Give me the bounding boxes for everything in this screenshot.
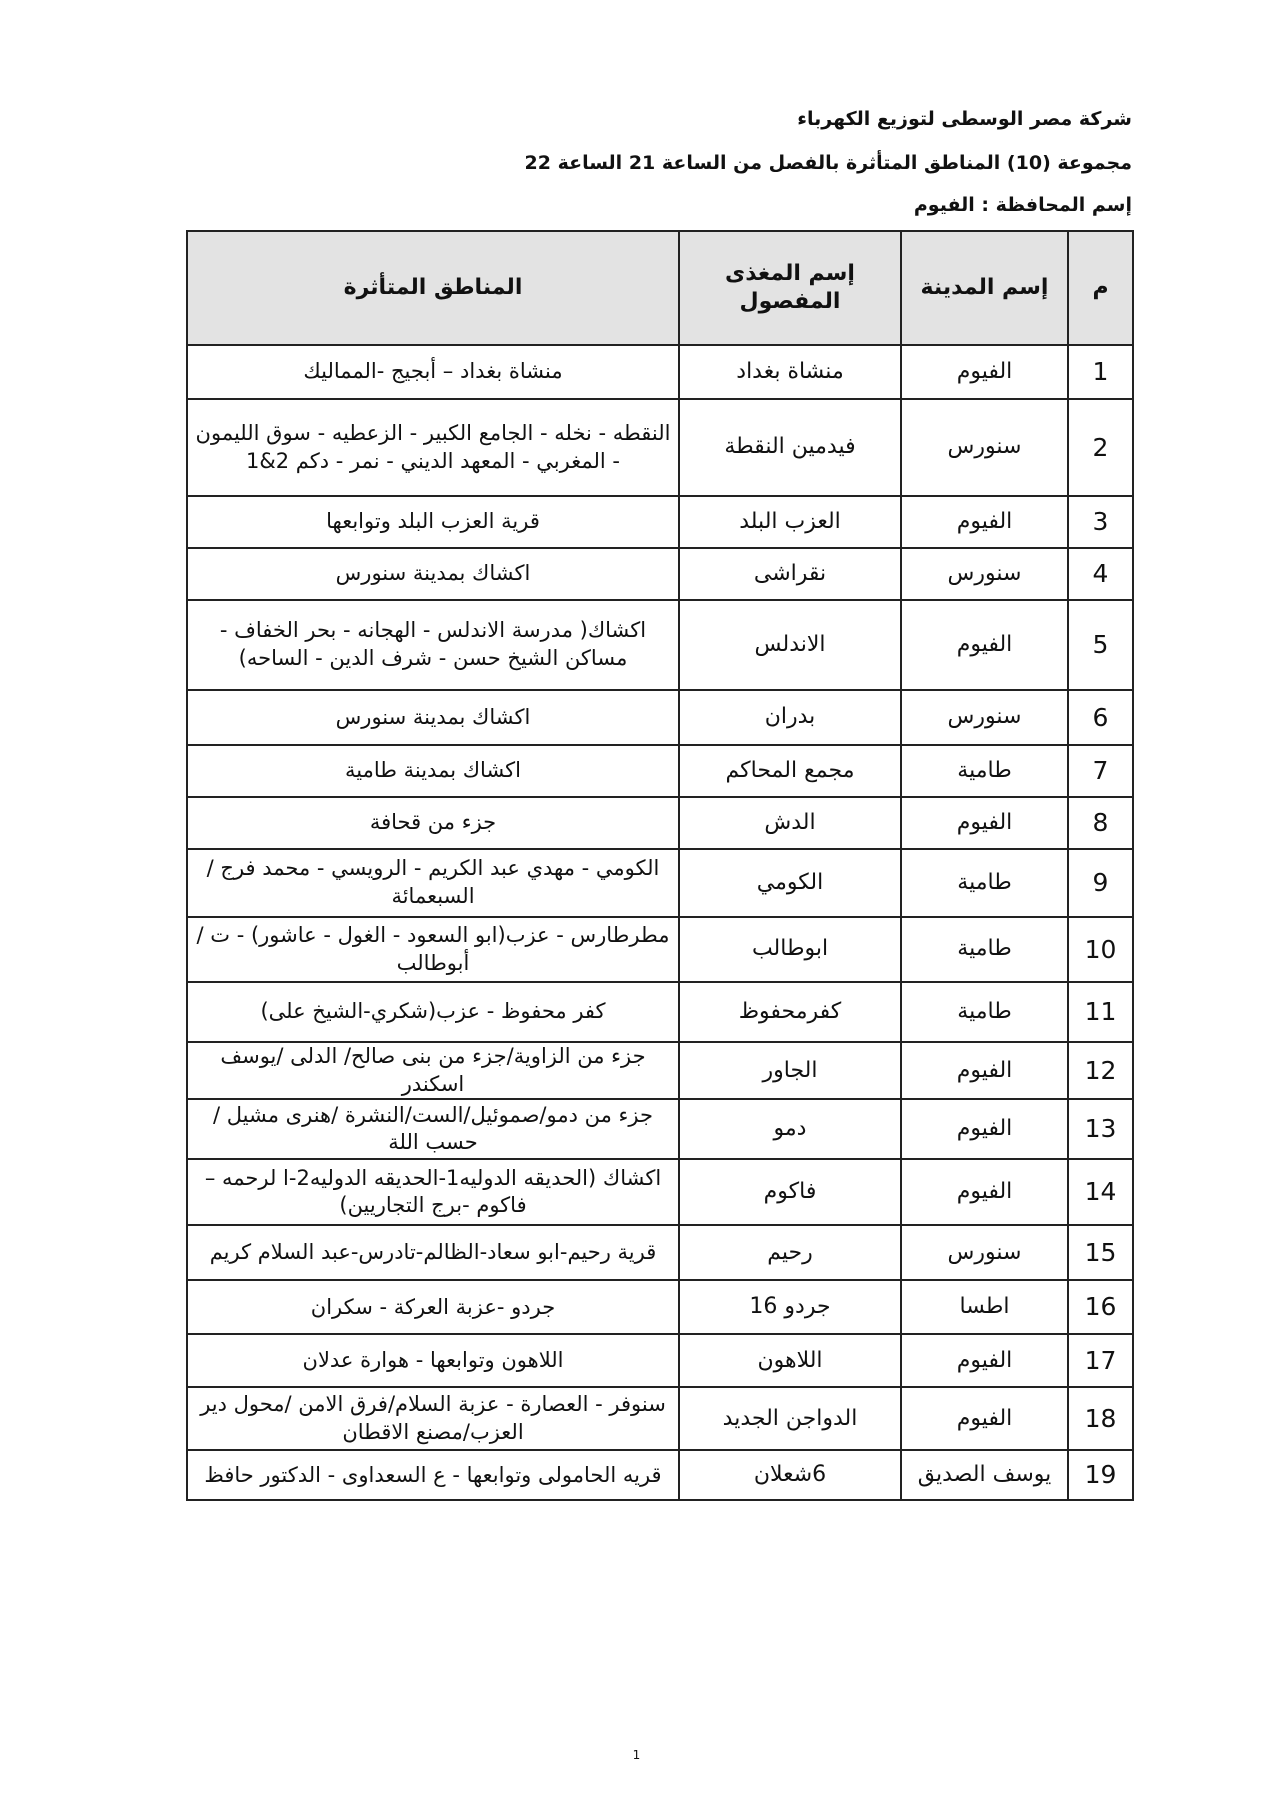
row-number: 6 [1068, 690, 1133, 745]
row-feeder: الدش [679, 797, 901, 849]
row-feeder: نقراشى [679, 548, 901, 600]
row-number: 2 [1068, 399, 1133, 496]
row-number: 11 [1068, 982, 1133, 1042]
row-areas: قريه الحامولى وتوابعها - ع السعداوى - الدكتور حافظ [187, 1450, 679, 1500]
table-row [187, 1225, 1133, 1280]
row-areas: النقطه - نخله - الجامع الكبير - الزعطيه - سوق الليمون - المغربي - المعهد الديني - نمر - دكم 2&1 [187, 399, 679, 496]
table-row [187, 1042, 1133, 1099]
column-header-areas: المناطق المتأثرة [187, 231, 679, 345]
row-number: 4 [1068, 548, 1133, 600]
row-feeder: مجمع المحاكم [679, 745, 901, 797]
document-subtitle: مجموعة (10) المناطق المتأثرة بالفصل من الساعة 21 الساعة 22 [524, 152, 1132, 174]
row-feeder: دمو [679, 1099, 901, 1159]
row-number: 17 [1068, 1334, 1133, 1387]
row-city: الفيوم [901, 1159, 1068, 1225]
row-city: الفيوم [901, 600, 1068, 690]
row-areas: اكشاك بمدينة طامية [187, 745, 679, 797]
company-name: شركة مصر الوسطى لتوزيع الكهرباء [797, 108, 1132, 130]
row-city: سنورس [901, 548, 1068, 600]
row-feeder: جردو 16 [679, 1280, 901, 1334]
row-feeder: الدواجن الجديد [679, 1387, 901, 1450]
row-number: 14 [1068, 1159, 1133, 1225]
row-number: 8 [1068, 797, 1133, 849]
row-number: 3 [1068, 496, 1133, 548]
row-city: طامية [901, 917, 1068, 982]
row-city: سنورس [901, 1225, 1068, 1280]
row-areas: مطرطارس - عزب(ابو السعود - الغول - عاشور) - ت / أبوطالب [187, 917, 679, 982]
row-areas: جردو -عزبة العركة - سكران [187, 1280, 679, 1334]
table-header [187, 231, 1133, 345]
row-feeder: فيدمين النقطة [679, 399, 901, 496]
column-header-feeder: إسم المغذى المفصول [679, 231, 901, 345]
row-city: الفيوم [901, 1099, 1068, 1159]
row-number: 1 [1068, 345, 1133, 399]
row-number: 7 [1068, 745, 1133, 797]
row-city: الفيوم [901, 345, 1068, 399]
row-city: طامية [901, 982, 1068, 1042]
row-feeder: 6شعلان [679, 1450, 901, 1500]
table-row [187, 982, 1133, 1042]
row-areas: قرية العزب البلد وتوابعها [187, 496, 679, 548]
row-areas: كفر محفوظ - عزب(شكري-الشيخ على) [187, 982, 679, 1042]
table-row [187, 1280, 1133, 1334]
row-number: 16 [1068, 1280, 1133, 1334]
table-row [187, 1450, 1133, 1500]
row-feeder: ابوطالب [679, 917, 901, 982]
governorate-label: إسم المحافظة : الفيوم [913, 194, 1132, 216]
row-areas: اكشاك بمدينة سنورس [187, 690, 679, 745]
row-feeder: بدران [679, 690, 901, 745]
row-areas: اكشاك (الحديقه الدوليه1-الحديقه الدوليه2-ا لرحمه –فاكوم -برج التجاريين) [187, 1159, 679, 1225]
row-number: 19 [1068, 1450, 1133, 1500]
row-feeder: الاندلس [679, 600, 901, 690]
row-areas: اكشاك( مدرسة الاندلس - الهجانه - بحر الخفاف - مساكن الشيخ حسن - شرف الدين - الساحه) [187, 600, 679, 690]
table-row [187, 1159, 1133, 1225]
row-city: الفيوم [901, 496, 1068, 548]
row-number: 13 [1068, 1099, 1133, 1159]
row-areas: منشاة بغداد – أبجيج -المماليك [187, 345, 679, 399]
row-feeder: العزب البلد [679, 496, 901, 548]
row-city: طامية [901, 849, 1068, 917]
table-row [187, 496, 1133, 548]
table-row [187, 797, 1133, 849]
row-areas: قرية رحيم-ابو سعاد-الظالم-تادرس-عبد السلام كريم [187, 1225, 679, 1280]
row-feeder: اللاهون [679, 1334, 901, 1387]
row-feeder: الكومي [679, 849, 901, 917]
table-row [187, 600, 1133, 690]
row-number: 12 [1068, 1042, 1133, 1099]
row-city: يوسف الصديق [901, 1450, 1068, 1500]
page-number: 1 [632, 1748, 641, 1762]
table-row [187, 548, 1133, 600]
row-feeder: رحيم [679, 1225, 901, 1280]
row-city: اطسا [901, 1280, 1068, 1334]
row-feeder: فاكوم [679, 1159, 901, 1225]
row-areas: جزء من الزاوية/جزء من بنى صالح/ الدلى /يوسف اسكندر [187, 1042, 679, 1099]
row-city: الفيوم [901, 1334, 1068, 1387]
table-row [187, 1387, 1133, 1450]
row-feeder: كفرمحفوظ [679, 982, 901, 1042]
row-number: 15 [1068, 1225, 1133, 1280]
table-row [187, 849, 1133, 917]
table-row [187, 399, 1133, 496]
column-header-num: م [1068, 231, 1133, 345]
table-row [187, 745, 1133, 797]
table-row [187, 1099, 1133, 1159]
table-row [187, 690, 1133, 745]
row-number: 9 [1068, 849, 1133, 917]
row-areas: سنوفر - العصارة - عزبة السلام/فرق الامن /محول دير العزب/مصنع الاقطان [187, 1387, 679, 1450]
row-feeder: الجاور [679, 1042, 901, 1099]
row-areas: اللاهون وتوابعها - هوارة عدلان [187, 1334, 679, 1387]
row-city: الفيوم [901, 1042, 1068, 1099]
row-number: 5 [1068, 600, 1133, 690]
table-body [187, 345, 1133, 1500]
row-areas: اكشاك بمدينة سنورس [187, 548, 679, 600]
row-areas: الكومي - مهدي عبد الكريم - الرويسي - محمد فرج / السبعمائة [187, 849, 679, 917]
row-areas: جزء من دمو/صموئيل/الست/النشرة /هنرى مشيل /حسب اللة [187, 1099, 679, 1159]
row-feeder: منشاة بغداد [679, 345, 901, 399]
row-number: 18 [1068, 1387, 1133, 1450]
table-row [187, 345, 1133, 399]
row-city: سنورس [901, 399, 1068, 496]
table-row [187, 917, 1133, 982]
row-city: طامية [901, 745, 1068, 797]
affected-areas-table [186, 230, 1134, 1501]
row-city: الفيوم [901, 797, 1068, 849]
row-city: الفيوم [901, 1387, 1068, 1450]
table-row [187, 1334, 1133, 1387]
column-header-city: إسم المدينة [901, 231, 1068, 345]
row-city: سنورس [901, 690, 1068, 745]
row-areas: جزء من قحافة [187, 797, 679, 849]
row-number: 10 [1068, 917, 1133, 982]
